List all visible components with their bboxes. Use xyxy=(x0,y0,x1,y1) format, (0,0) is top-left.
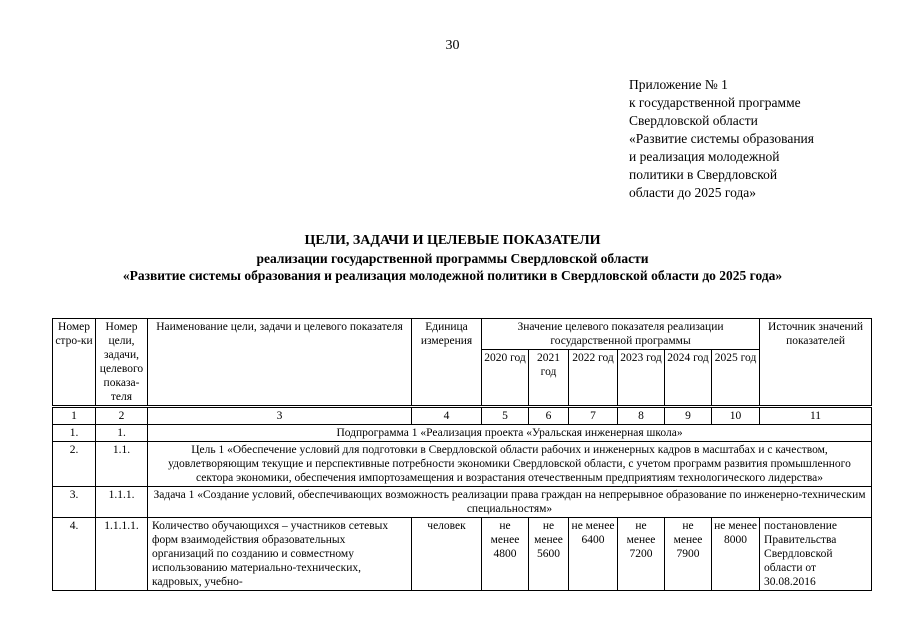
header-value-group: Значение целевого показателя реализации государственной программы xyxy=(482,319,760,350)
column-number: 3 xyxy=(148,407,412,425)
column-number: 5 xyxy=(482,407,529,425)
row-number: 3. xyxy=(53,487,96,518)
value-prefix: не менее xyxy=(714,520,757,532)
header-unit: Единица измерения xyxy=(412,319,482,407)
indicator-unit: человек xyxy=(412,518,482,591)
appendix-line: политики в Свердловской xyxy=(629,167,778,182)
indicator-name: Количество обучающихся – участников сетевых форм взаимодействия образовательных организаций по созданию и совместному использованию материально-технических, кадровых, учебно- xyxy=(148,518,412,591)
document-title xyxy=(0,232,905,285)
row-code: 1.1.1.1. xyxy=(96,518,148,591)
row-number: 2. xyxy=(53,442,96,487)
table-row xyxy=(53,425,872,442)
indicator-source: постановление Правительства Свердловской области от 30.08.2016 xyxy=(760,518,872,591)
appendix-line: к государственной программе xyxy=(629,95,801,110)
row-code: 1.1.1. xyxy=(96,487,148,518)
goals-table xyxy=(52,318,872,591)
title-line-2: реализации государственной программы Свердловской области xyxy=(256,250,649,266)
indicator-value-2022 xyxy=(569,518,618,591)
indicator-value-2021 xyxy=(529,518,569,591)
value-number: 4800 xyxy=(493,548,517,560)
goal-text: Цель 1 «Обеспечение условий для подготовки в Свердловской области рабочих и инженерных кадров в масштабах и с качеством, удовлетворяющим текущие и перспективные потребности экономики Свердловской области, с учетом программ развития промышленного сектора экономики, обеспечения импортозамещения и возрастания отечественным предприятиям технологического лидерства» xyxy=(148,442,872,487)
value-number: 7900 xyxy=(676,548,700,560)
header-row xyxy=(53,319,872,350)
column-number: 10 xyxy=(712,407,760,425)
value-number: 7200 xyxy=(629,548,653,560)
header-year: 2025 год xyxy=(712,350,760,407)
subprogram-title: Подпрограмма 1 «Реализация проекта «Уральская инженерная школа» xyxy=(148,425,872,442)
header-name: Наименование цели, задачи и целевого показателя xyxy=(148,319,412,407)
header-year: 2020 год xyxy=(482,350,529,407)
column-number: 2 xyxy=(96,407,148,425)
header-year: 2022 год xyxy=(569,350,618,407)
indicator-value-2025 xyxy=(712,518,760,591)
header-year: 2021 год xyxy=(529,350,569,407)
value-prefix: не менее xyxy=(626,520,656,546)
appendix-line: «Развитие системы образования xyxy=(629,131,814,146)
row-number: 4. xyxy=(53,518,96,591)
header-source: Источник значений показателей xyxy=(760,319,872,407)
column-numbers-row xyxy=(53,407,872,425)
column-number: 1 xyxy=(53,407,96,425)
value-prefix: не менее xyxy=(673,520,703,546)
appendix-note xyxy=(629,76,899,202)
header-year: 2024 год xyxy=(665,350,712,407)
header-code: Номер цели, задачи, целевого показа-теля xyxy=(96,319,148,407)
column-number: 6 xyxy=(529,407,569,425)
table-row xyxy=(53,442,872,487)
appendix-line: области до 2025 года» xyxy=(629,185,757,200)
column-number: 7 xyxy=(569,407,618,425)
header-year: 2023 год xyxy=(618,350,665,407)
appendix-line: Свердловской области xyxy=(629,113,758,128)
value-prefix: не менее xyxy=(490,520,520,546)
indicator-value-2023 xyxy=(618,518,665,591)
header-row-number: Номер стро-ки xyxy=(53,319,96,407)
row-number: 1. xyxy=(53,425,96,442)
row-code: 1.1. xyxy=(96,442,148,487)
value-number: 5600 xyxy=(537,548,560,560)
value-number: 6400 xyxy=(581,534,605,546)
value-prefix: не менее xyxy=(534,520,563,546)
page-number: 30 xyxy=(445,38,460,53)
column-number: 8 xyxy=(618,407,665,425)
appendix-line: Приложение № 1 xyxy=(629,77,728,92)
row-code: 1. xyxy=(96,425,148,442)
indicator-row xyxy=(53,518,872,591)
value-number: 8000 xyxy=(724,534,748,546)
table-row xyxy=(53,487,872,518)
appendix-line: и реализация молодежной xyxy=(629,149,780,164)
column-number: 9 xyxy=(665,407,712,425)
column-number: 4 xyxy=(412,407,482,425)
title-line-1: ЦЕЛИ, ЗАДАЧИ И ЦЕЛЕВЫЕ ПОКАЗАТЕЛИ xyxy=(304,233,601,248)
value-prefix: не менее xyxy=(571,520,615,532)
task-text: Задача 1 «Создание условий, обеспечивающих возможность реализации права граждан на непрерывное образование по инженерно-техническим специальностям» xyxy=(148,487,872,518)
column-number: 11 xyxy=(760,407,872,425)
title-line-3: «Развитие системы образования и реализация молодежной политики в Свердловской области до 2025 года» xyxy=(122,268,783,283)
indicator-value-2024 xyxy=(665,518,712,591)
indicator-value-2020 xyxy=(482,518,529,591)
